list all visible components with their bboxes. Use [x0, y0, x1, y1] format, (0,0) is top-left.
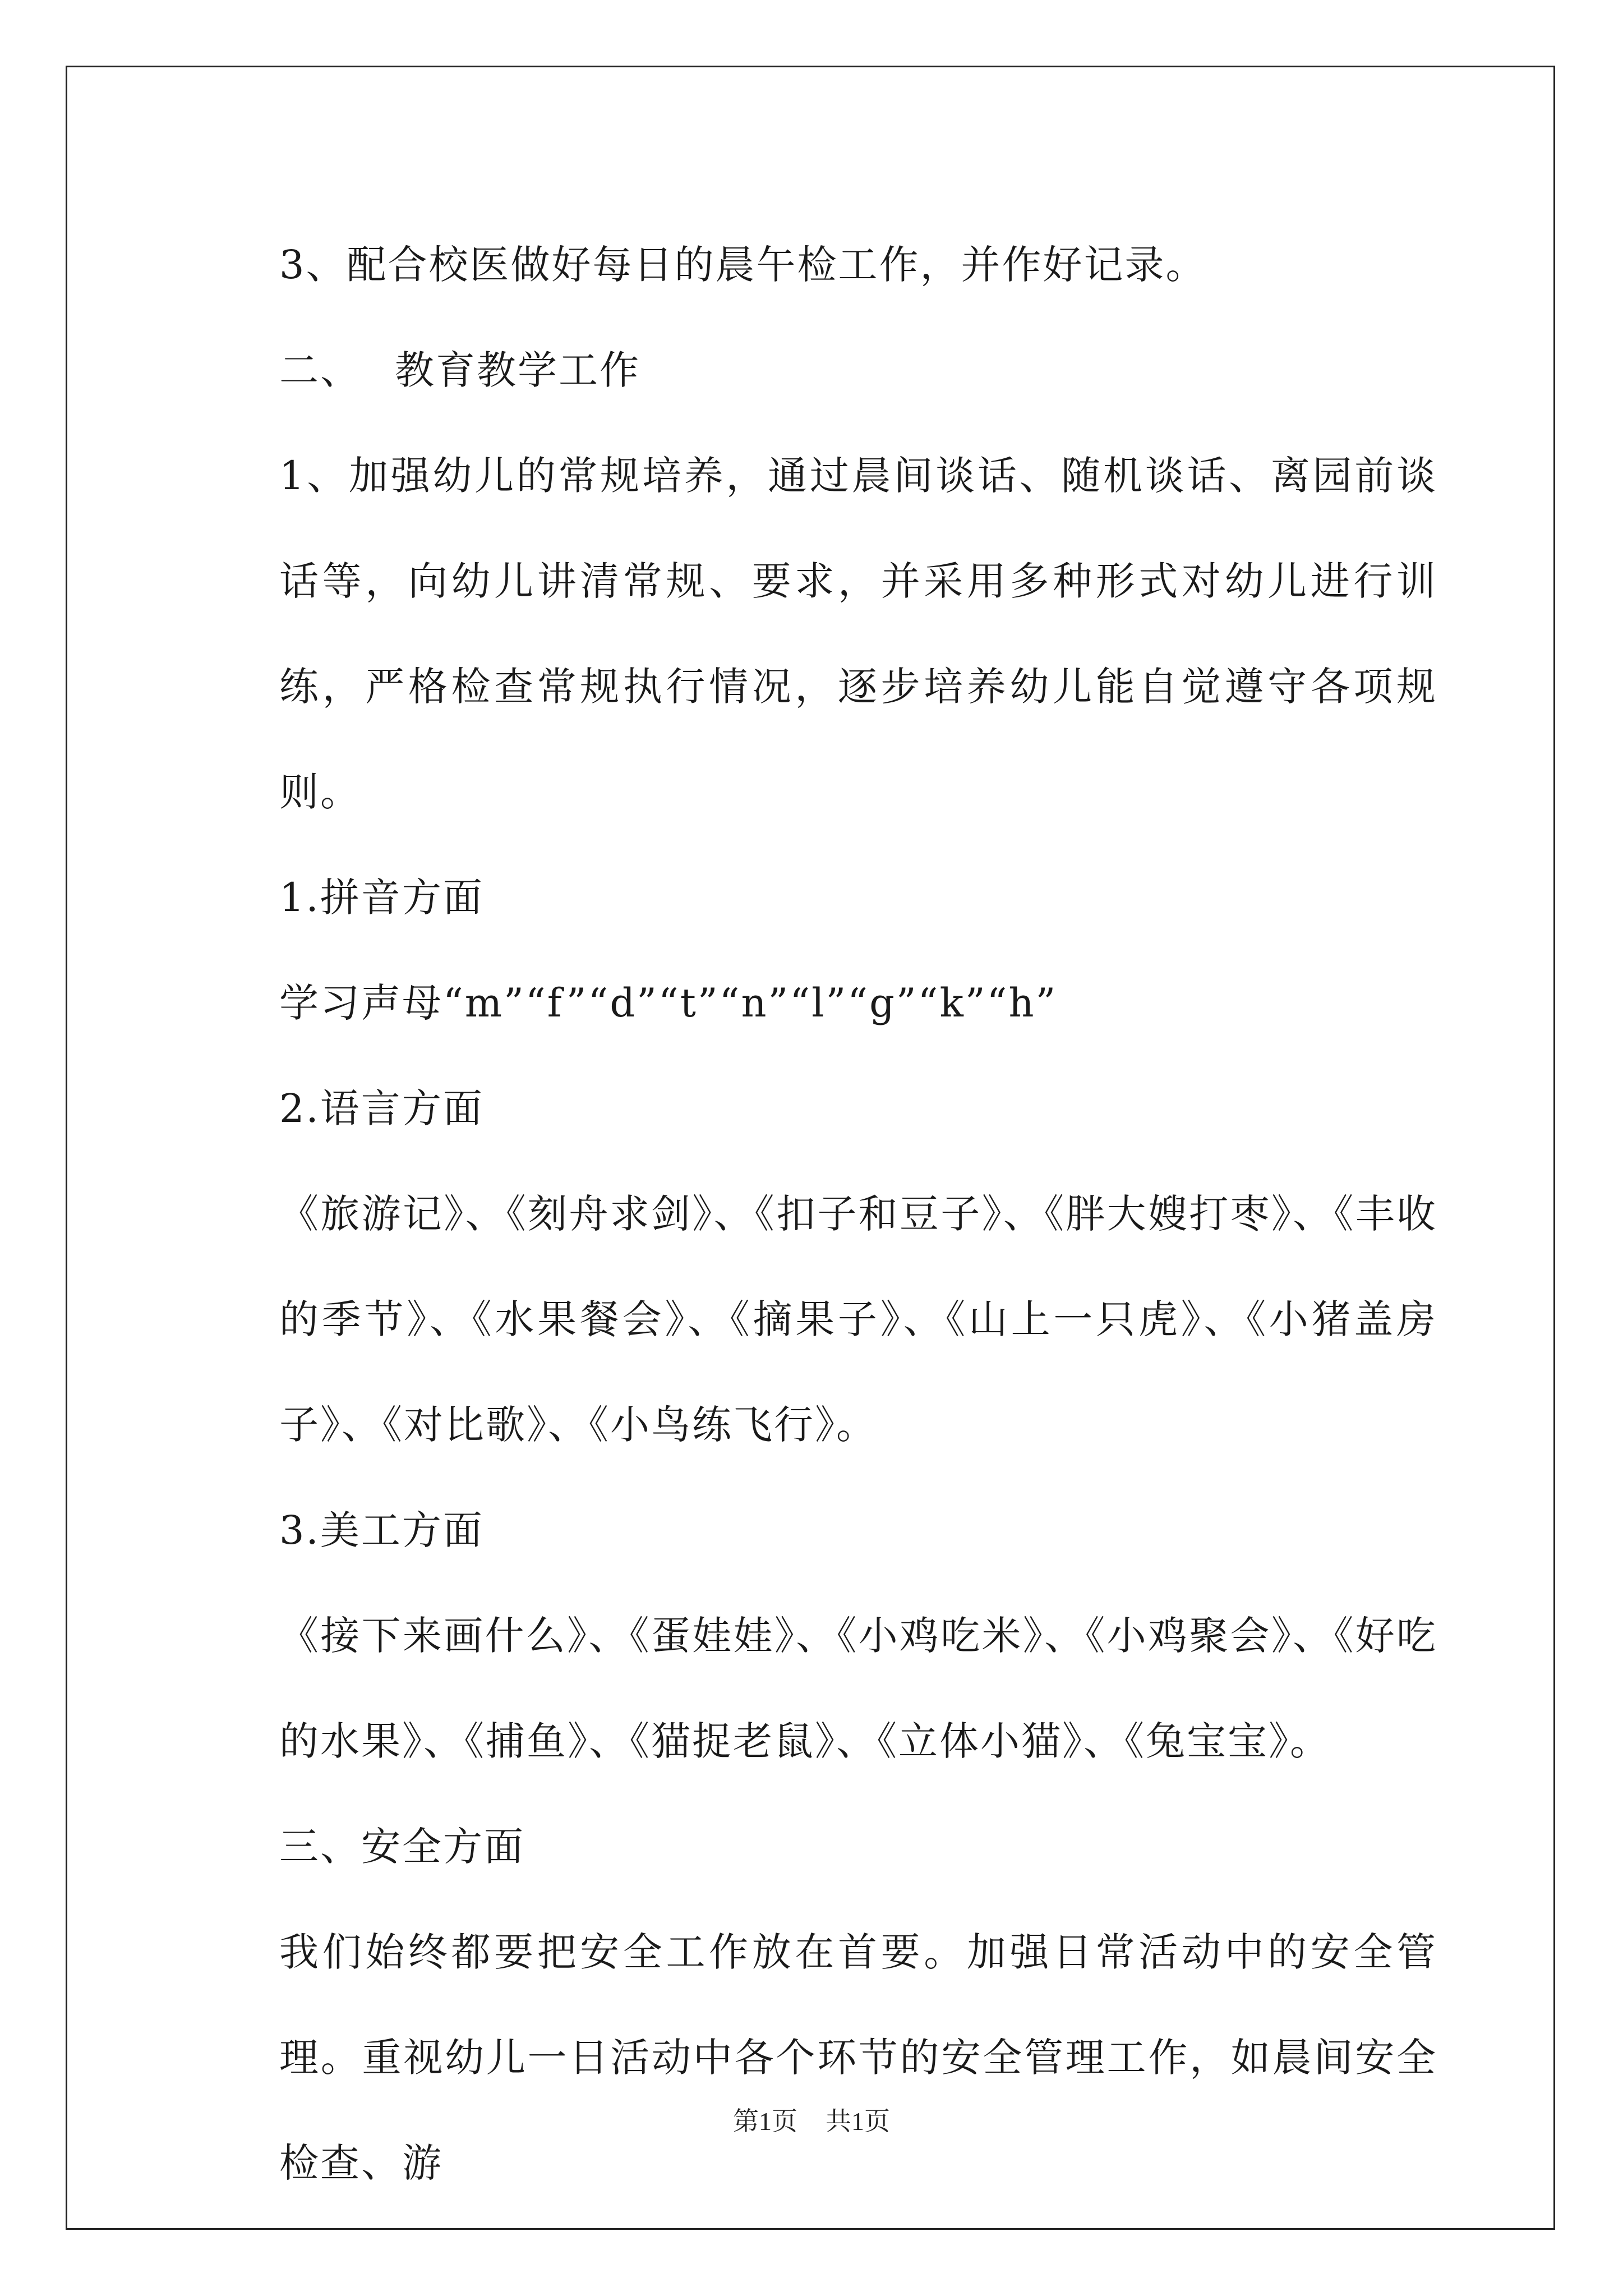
page-footer	[0, 2101, 1623, 2138]
paragraph-routine-training: 1、加强幼儿的常规培养，通过晨间谈话、随机谈话、离园前谈话等，向幼儿讲清常规、要求，并采用多种形式对幼儿进行训练，严格检查常规执行情况，逐步培养幼儿能自觉遵守各项规则。	[279, 453, 1437, 815]
page-total: 共1页	[826, 2107, 890, 2136]
paragraph-pinyin-initials: 学习声母“m”“f”“d”“t”“n”“l”“g”“k”“h”	[279, 980, 1058, 1026]
page-number: 第1页	[733, 2107, 797, 2136]
paragraph-safety: 我们始终都要把安全工作放在首要。加强日常活动中的安全管理。重视幼儿一日活动中各个环节的安全管理工作，如晨间安全检查、游	[279, 1929, 1437, 2186]
section-title: 教育教学工作	[395, 347, 640, 393]
paragraph-art-titles: 《接下来画什么》、《蛋娃娃》、《小鸡吃米》、《小鸡聚会》、《好吃的水果》、《捕鱼》、《猫捉老鼠》、《立体小猫》、《兔宝宝》。	[279, 1613, 1437, 1764]
document-body	[198, 212, 1437, 2216]
section-heading-safety: 三、安全方面	[279, 1824, 525, 1870]
subheading-art: 3.美工方面	[279, 1507, 484, 1553]
section-heading-education	[198, 318, 1437, 423]
section-number: 二、	[279, 347, 361, 393]
paragraph-language-titles: 《旅游记》、《刻舟求剑》、《扣子和豆子》、《胖大嫂打枣》、《丰收的季节》、《水果餐会》、《摘果子》、《山上一只虎》、《小猪盖房子》、《对比歌》、《小鸟练飞行》。	[279, 1191, 1437, 1448]
paragraph-health-check: 3、配合校医做好每日的晨午检工作，并作好记录。	[279, 242, 1207, 288]
subheading-language: 2.语言方面	[279, 1085, 484, 1131]
subheading-pinyin: 1.拼音方面	[279, 875, 484, 921]
